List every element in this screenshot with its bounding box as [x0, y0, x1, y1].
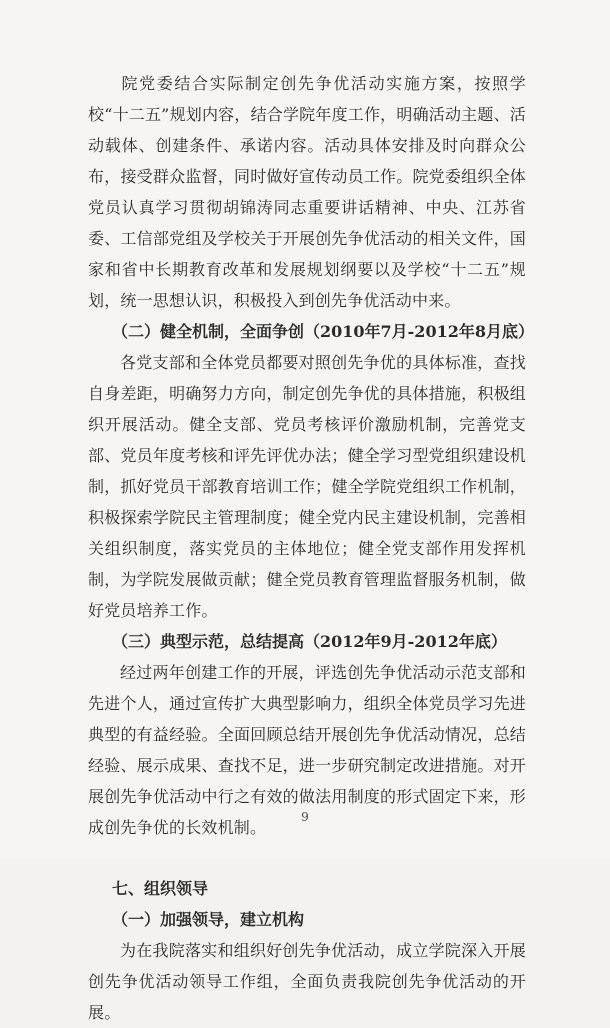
paragraph-plan [88, 68, 526, 316]
paragraph-demonstration-text: 经过两年创建工作的开展，评选创先争优活动示范支部和先进个人，通过宣传扩大典型影响力，组织全体党员学习先进典型的有益经验。全面回顾总结开展创先争优活动情况，总结经验、展示成果、查找不足，进一步研究制定改进措施。对开展创先争优活动中行之有效的做法用制度的形式固定下来，形成创先争优的长效机制。 [88, 663, 526, 837]
section-seven-subheading: （一）加强领导，建立机构 [112, 910, 305, 929]
page-number: 9 [301, 810, 309, 824]
section-seven-paragraph-text: 为在我院落实和组织好创先争优活动，成立学院深入开展创先争优活动领导工作组，全面负责我院创先争优活动的开展。 [88, 941, 526, 1022]
heading-mechanism: （二）健全机制，全面争创（2010年7月-2012年8月底） [112, 322, 534, 341]
paragraph-mechanism-text: 各党支部和全体党员都要对照创先争优的具体标准，查找自身差距，明确努力方向，制定创先争优的具体措施，积极组织开展活动。健全支部、党员考核评价激励机制，完善党支部、党员年度考核和评先评优办法；健全学习型党组织建设机制，抓好党员干部教育培训工作；健全学院党组织工作机制，积极探索学院民主管理制度；健全党内民主建设机制，完善相关组织制度，落实党员的主体地位；健全党支部作用发挥机制，为学院发展做贡献；健全党员教育管理监督服务机制，做好党员培养工作。 [88, 353, 526, 620]
paragraph-mechanism [88, 347, 526, 626]
paragraph-plan-text: 院党委结合实际制定创先争优活动实施方案，按照学校“十二五”规划内容，结合学院年度工作，明确活动主题、活动载体、创建条件、承诺内容。活动具体安排及时向群众公布，接受群众监督，同时做好宣传动员工作。院党委组织全体党员认真学习贯彻胡锦涛同志重要讲话精神、中央、江苏省委、工信部党组及学校关于开展创先争优活动的相关文件，国家和省中长期教育改革和发展规划纲要以及学校“十二五”规划，统一思想认识，积极投入到创先争优活动中来。 [88, 74, 526, 310]
section-spacer [88, 843, 526, 873]
document-body [88, 68, 534, 1028]
heading-demonstration: （三）典型示范，总结提高（2012年9月-2012年底） [112, 632, 507, 651]
section-seven-title: 七、组织领导 [112, 879, 209, 898]
section-seven-paragraph [88, 935, 526, 1028]
